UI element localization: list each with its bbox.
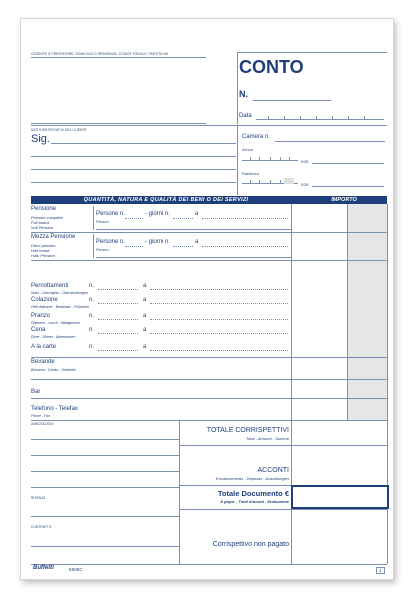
half-pension-divider [93,234,94,258]
annotations-caption: ANNOTAZIONI [31,422,54,426]
dinner-n-label: n. [89,327,95,333]
departure-con-label: con [301,182,309,187]
client-line-2[interactable] [31,156,236,157]
breakfast-sub: Petit déjeuner - Breakfast - Frühstück [31,305,89,309]
total-sub: Total - Amount - Summe [245,436,289,441]
pension-row2-line[interactable] [96,229,291,230]
lunch-a-label: a [143,313,147,319]
bar-label: Bar [31,389,41,395]
a-la-carte-n-label: n. [89,344,95,350]
total-line [179,445,387,446]
lunch-price-field[interactable] [150,319,288,320]
pension-days-field[interactable] [173,218,193,219]
a-la-carte-price-field[interactable] [150,350,288,351]
client-divider [237,125,238,195]
grand-total-title: Totale Documento € [217,489,289,498]
total-title: TOTALE CORRISPETTIVI [206,427,289,434]
client-top-line [31,125,387,126]
number-label: N. [239,89,248,99]
pension-sub1: Pension complète [31,215,63,220]
room-label: Camera n. [242,134,271,140]
footer-line [31,564,387,565]
annotations-line-3[interactable] [31,471,179,472]
amount-col-left [291,204,292,420]
half-pension-title: Mezza Pensione [31,234,76,240]
items-bottom-line [31,357,387,358]
a-la-carte-qty-field[interactable] [98,350,138,351]
amount-shade [347,204,387,420]
date-label: Data [239,113,252,119]
contract-caption: CONTRATTO [31,525,52,529]
half-pension-bottom-line [31,260,387,261]
phone-sub: Phone - Fax [31,414,51,418]
a-la-carte-label: A la carte [31,344,57,350]
client-line-3[interactable] [31,169,236,170]
client-caption: DATI IDENTIFICATIVI DEL CLIENTE [31,128,87,132]
dinner-label: Cena [31,327,46,333]
beverages-sub: Boissons - Drinks - Getränke [31,368,76,372]
pension-sub2: Full board [31,220,49,225]
pension-sub3: Voll Pension [31,225,54,230]
deposits-title: ACCONTI [257,467,289,474]
annotations-line-2[interactable] [31,455,179,456]
arrival-label: Arrivo [242,147,254,152]
half-pension-days-field[interactable] [173,246,193,247]
half-pension-persons-sub: Person [96,247,109,252]
right-border [387,204,388,564]
pension-days-label: - giorni n. [145,211,171,217]
brand-logo: Buffetti [33,565,54,571]
lunch-qty-field[interactable] [98,319,138,320]
unpaid-label: Corrispettivo non pagato [212,541,289,548]
table-header-description: QUANTITÀ, NATURA E QUALITÀ DEI BENI O DEI SERVIZI [83,197,249,203]
pension-persons-field[interactable] [125,218,143,219]
form-code: 6606C [69,567,83,572]
pension-bottom-line [31,232,387,233]
departure-con-field[interactable] [312,186,384,187]
issuer-bottom-line [31,123,206,124]
pension-title: Pensione [31,206,57,212]
lunch-label: Pranzo [31,313,51,319]
departure-shade [284,178,294,184]
half-pension-sub1: Demi pension [31,243,56,248]
pension-persons-sub: Person [96,219,109,224]
issuer-caption: CEDENTE O PRESTATORE, DOMICILIO O RESIDENZA, CODICE FISCALE, PARTITA IVA [31,52,169,56]
grand-total-line [179,509,387,510]
breakfast-label: Colazione [31,297,58,303]
overnight-n-label: n. [89,283,95,289]
bar-line [31,398,387,399]
pension-persons-label: Persone n. [96,211,126,217]
overnight-qty-field[interactable] [98,289,138,290]
beverages-line [31,379,387,380]
document-title: CONTO [239,57,304,77]
issuer-line [31,57,206,58]
half-pension-sub2: Half board [31,248,50,253]
half-pension-sub3: Halb Pension [31,253,55,258]
pension-price-field[interactable] [202,218,288,219]
header-divider [237,52,238,124]
dinner-a-label: a [143,327,147,333]
breakfast-price-field[interactable] [150,303,288,304]
half-pension-persons-label: Persone n. [96,239,126,245]
signature-caption: RISENZA [31,496,46,500]
date-field[interactable] [256,114,384,120]
pension-divider [93,206,94,230]
client-line-4[interactable] [31,182,236,183]
annotations-line-4[interactable] [31,487,179,488]
arrival-field[interactable] [242,155,298,161]
dinner-sub: Dîner - Dinner - Abendessen [31,335,76,339]
number-field[interactable] [253,100,331,101]
breakfast-a-label: a [143,297,147,303]
invoice-sheet [20,18,394,580]
arrival-con-field[interactable] [312,163,384,164]
beverages-label: Bevande [31,359,55,365]
half-pension-price-field[interactable] [202,246,288,247]
half-pension-a-label: a [195,239,199,245]
amount-col-divider [347,204,348,420]
phone-label: Telefono - Telefax [31,406,78,412]
half-pension-persons-field[interactable] [125,246,143,247]
sig-label: Sig. [31,133,50,145]
overnight-label: Pernottamenti [31,283,69,289]
contract-line[interactable] [31,546,179,547]
overnight-price-field[interactable] [150,289,288,290]
overnight-sub: Nuits - Overnights - Übernachtungen [31,291,88,295]
breakfast-n-label: n. [89,297,95,303]
dinner-price-field[interactable] [150,333,288,334]
grand-total-sub: À payer - Total Amount - Endsumme [220,499,289,504]
dinner-qty-field[interactable] [98,333,138,334]
pension-a-label: a [195,211,199,217]
half-pension-row2-line[interactable] [96,257,291,258]
breakfast-qty-field[interactable] [98,303,138,304]
departure-label: Partenza [242,171,259,176]
lunch-n-label: n. [89,313,95,319]
table-header-amount: IMPORTO [331,197,357,203]
annotations-line-1[interactable] [31,439,179,440]
header-top-line [237,52,387,53]
grand-total-field[interactable] [291,485,389,509]
a-la-carte-a-label: a [143,344,147,350]
room-field[interactable] [275,141,385,142]
arrival-con-label: con [301,159,309,164]
half-pension-days-label: - giorni n. [145,239,171,245]
sig-field[interactable] [51,143,236,144]
page-number: 1 [376,567,385,574]
signature-line[interactable] [31,516,179,517]
deposits-sub: Encaissements - Deposits - Anzahlungen [216,476,289,481]
phone-line [31,420,387,421]
overnight-a-label: a [143,283,147,289]
lunch-sub: Déjeuner - Lunch - Mittagessen [31,321,80,325]
